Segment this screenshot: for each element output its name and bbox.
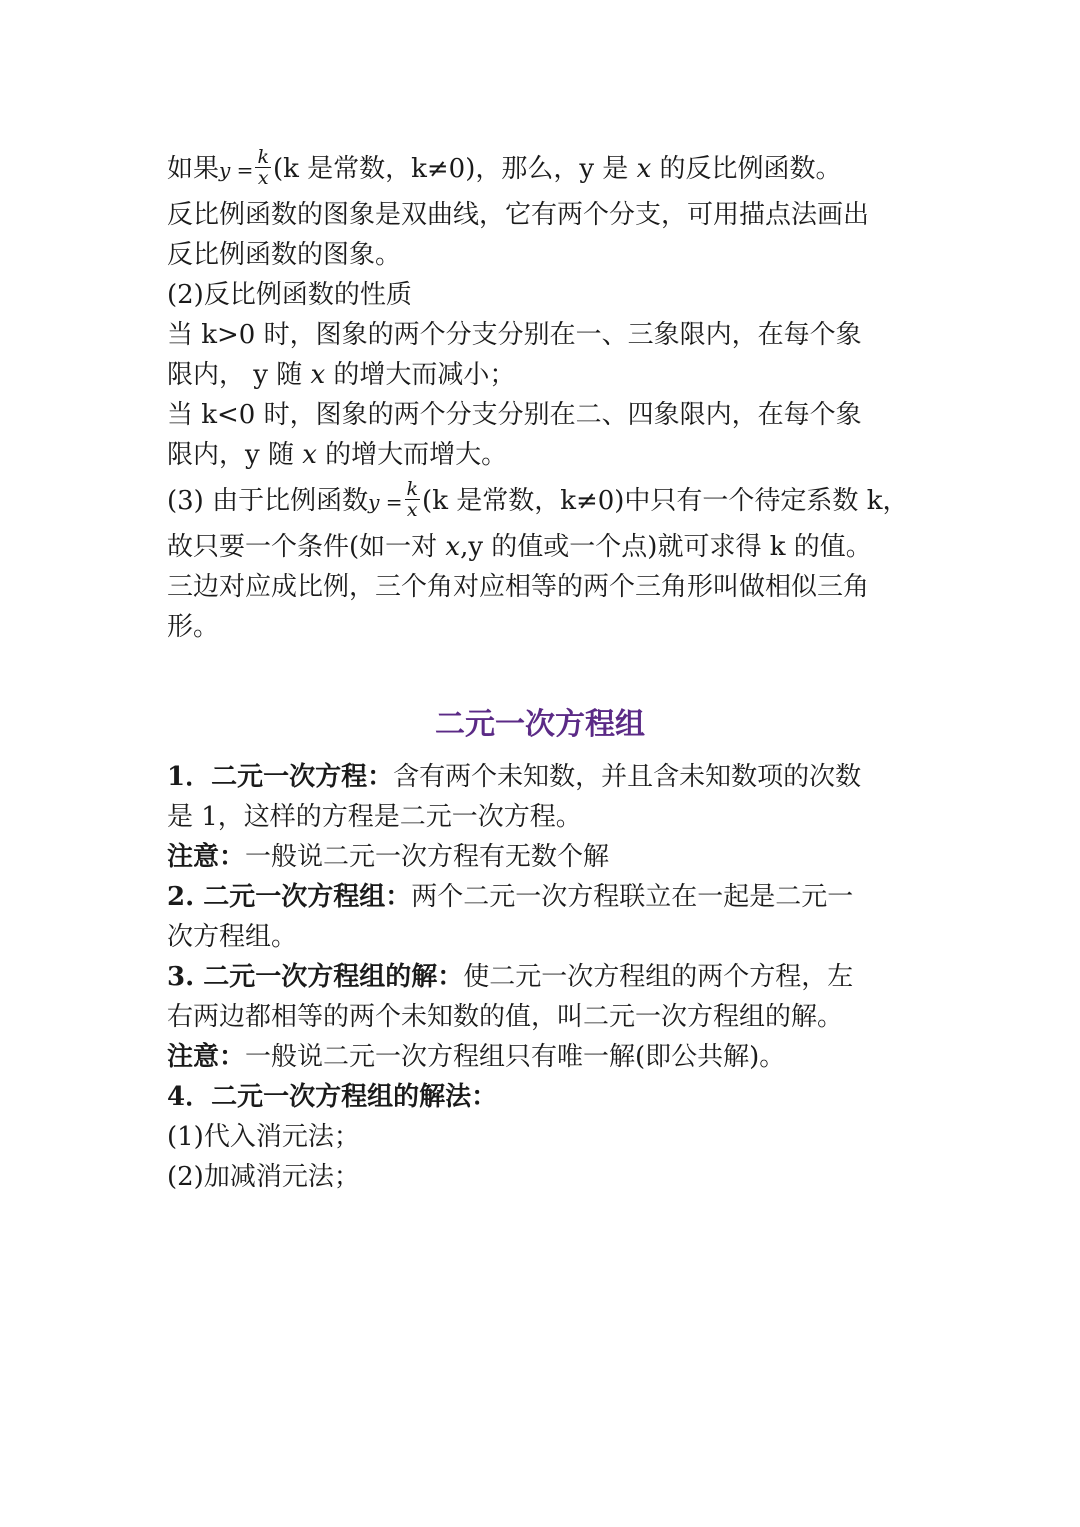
- paragraph-line: 当 k<0 时，图象的两个分支分别在二、四象限内，在每个象: [167, 400, 862, 430]
- paragraph-line: 当 k>0 时，图象的两个分支分别在一、三象限内，在每个象: [167, 320, 862, 350]
- variable-x: x: [310, 360, 326, 390]
- equation-lhs: y =: [219, 158, 254, 182]
- method-item: (1)代入消元法；: [167, 1122, 360, 1152]
- paragraph-line: 反比例函数的图象是双曲线，它有两个分支，可用描点法画出: [167, 200, 870, 230]
- note-line: [167, 837, 919, 877]
- list-item: [167, 1077, 919, 1117]
- list-item-continuation: 右两边都相等的两个未知数的值，叫二元一次方程组的解。: [167, 1002, 844, 1032]
- variable-x: x: [445, 532, 461, 562]
- paragraph-line: 形。: [167, 612, 220, 642]
- note-text: 一般说二元一次方程组只有唯一解(即公共解)。: [245, 1042, 786, 1072]
- note-line: [167, 1037, 919, 1077]
- item-text: 两个二元一次方程联立在一起是二元一: [411, 882, 854, 912]
- item-label: 4．二元一次方程组的解法：: [167, 1082, 498, 1112]
- fraction-denominator: x: [257, 166, 269, 189]
- note-label: 注意：: [167, 842, 246, 872]
- list-item-continuation: 是 1，这样的方程是二元一次方程。: [167, 802, 582, 832]
- paragraph-line: 三边对应成比例，三个角对应相等的两个三角形叫做相似三角: [167, 572, 870, 602]
- text-run: 限内， y 随: [167, 360, 303, 390]
- paragraph-line: 反比例函数的图象。: [167, 240, 402, 270]
- text-run: 的反比例函数。: [659, 154, 842, 184]
- section-title: 二元一次方程组: [435, 707, 645, 742]
- fraction-numerator: k: [257, 145, 269, 168]
- text-run: ,y 的值或一个点)就可求得 k 的值。: [460, 532, 872, 562]
- paragraph-line: [167, 475, 919, 527]
- text-run: 限内，y 随: [167, 440, 294, 470]
- method-item: (2)加减消元法；: [167, 1162, 360, 1192]
- note-label: 注意：: [167, 1042, 246, 1072]
- text-run: (k 是常数，k≠0)中只有一个待定系数 k，: [422, 486, 909, 516]
- fraction-denominator: x: [406, 498, 418, 521]
- text-run: (k 是常数，k≠0)，那么，y 是: [272, 154, 629, 184]
- text-run: 的增大而减小；: [333, 360, 516, 390]
- list-item: [167, 877, 919, 917]
- definition-line: [167, 143, 919, 195]
- fraction-numerator: k: [406, 477, 419, 500]
- list-item: [167, 757, 919, 797]
- subheading-properties: (2)反比例函数的性质: [167, 280, 412, 310]
- fraction-k-over-x: [255, 147, 271, 188]
- text-run: 故只要一个条件(如一对: [167, 532, 438, 562]
- item-label: 3. 二元一次方程组的解：: [167, 962, 464, 992]
- equation-lhs: y =: [368, 490, 403, 514]
- paragraph-line: [167, 355, 919, 395]
- fraction-k-over-x: [405, 479, 421, 520]
- inverse-proportion-section: [167, 143, 919, 647]
- text-run: 如果: [167, 154, 220, 184]
- list-item: [167, 957, 919, 997]
- item-text: 使二元一次方程组的两个方程，左: [463, 962, 854, 992]
- note-text: 一般说二元一次方程有无数个解: [245, 842, 610, 872]
- paragraph-line: [167, 527, 919, 567]
- item-text: 含有两个未知数，并且含未知数项的次数: [393, 762, 862, 792]
- text-run: (3) 由于比例函数: [167, 486, 369, 516]
- item-label: 1．二元一次方程：: [167, 762, 394, 792]
- list-item-continuation: 次方程组。: [167, 922, 298, 952]
- linear-equations-section: [167, 757, 919, 1197]
- item-label: 2. 二元一次方程组：: [167, 882, 412, 912]
- variable-x: x: [636, 154, 652, 184]
- variable-x: x: [302, 440, 317, 470]
- text-run: 的增大而增大。: [325, 440, 508, 470]
- paragraph-line: [167, 435, 919, 475]
